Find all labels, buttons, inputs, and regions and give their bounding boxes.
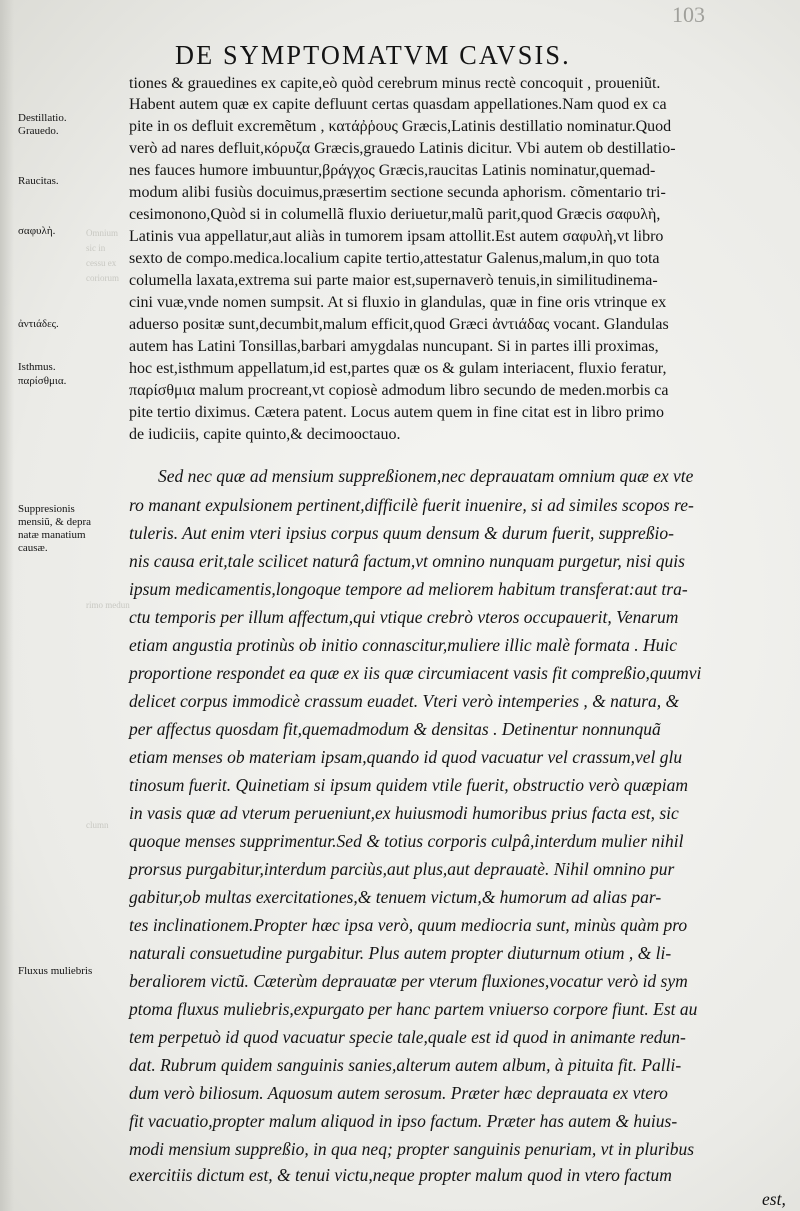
text-line: delicet corpus immodicè crassum euadet. Vteri verò intemperies , & natura, & <box>129 691 680 711</box>
text-line: etiam menses ob materiam ipsam,quando id quod vacuatur vel crassum,vel glu <box>129 747 683 767</box>
text-line: proportione respondet ea quæ ex iis quæ circumiacent vasis fit compreßio,quumvi <box>129 663 702 683</box>
text-line: quoque menses supprimentur.Sed & totius corporis culpâ,interdum mulier nihil <box>129 831 684 851</box>
text-line: ptoma fluxus muliebris,expurgato per hanc partem vniuerso corpore fiunt. Est au <box>129 999 698 1019</box>
show-through-text: cessu ex <box>86 258 117 268</box>
text-line: tes inclinationem.Propter hæc ipsa verò, quum mediocria sunt, minùs quàm pro <box>129 915 688 935</box>
text-line: pite tertio diximus. Cætera patent. Locus autem quem in fine citat est in libro primo <box>129 404 664 421</box>
text-line: fit vacuatio,propter malum aliquod in ipso factum. Præter has autem & huius- <box>129 1111 678 1131</box>
text-line: hoc est,isthmum appellatum,id est,partes quæ os & gulam interiacent, fluxio feratur, <box>129 360 667 377</box>
page-number: 103 <box>672 2 705 27</box>
margin-note: Destillatio. <box>18 112 67 124</box>
margin-note: Raucitas. <box>18 175 59 187</box>
text-line: ctu temporis per illum affectum,qui vtique crebrò vteros occupauerit, Venarum <box>129 607 679 627</box>
text-line: in vasis quæ ad vterum perueniunt,ex huiusmodi humoribus prius facta est, sic <box>129 803 679 823</box>
show-through-text: Omnium <box>86 228 119 238</box>
text-line: est, <box>762 1189 786 1209</box>
margin-note: Suppresionis <box>18 503 75 515</box>
text-line: modum alibi fusiùs docuimus,præsertim sectione secunda aphorism. cõmentario tri- <box>129 184 666 201</box>
text-line: cesimonono,Quòd si in columellã fluxio deriuetur,malũ parit,quod Græcis σαφυλὴ, <box>129 206 661 223</box>
text-line: tinosum fuerit. Quinetiam si ipsum quidem vtile fuerit, obstructio verò quæpiam <box>129 775 688 795</box>
text-line: pite in os defluit excremẽtum , κατάῤῥους Græcis,Latinis destillatio nominatur.Quod <box>129 118 672 135</box>
text-line: aduerso positæ sunt,decumbit,malum efficit,quod Græci ἀντιάδας vocant. Glandulas <box>129 316 669 333</box>
text-line: beraliorem victũ. Cæterùm deprauatæ per vterum fluxiones,vocatur verò id sym <box>129 971 688 991</box>
text-line: Habent autem quæ ex capite defluunt certas quasdam appellationes.Nam quod ex ca <box>129 96 667 113</box>
text-line: nis causa erit,tale scilicet naturâ factum,vt omnino nunquam purgetur, nisi quis <box>129 551 685 571</box>
text-line: sexto de compo.medica.localium capite tertio,attestatur Galenus,malum,in quo tota <box>129 250 660 267</box>
text-line: gabitur,ob multas exercitationes,& tenuem victum,& humorum ad alias par- <box>129 887 662 907</box>
show-through-text: coriorum <box>86 273 119 283</box>
text-line: ro manant expulsionem pertinent,difficilè fuerit inuenire, si ad similes scopos re- <box>129 495 694 515</box>
margin-note: causæ. <box>18 542 48 554</box>
show-through-text: sic in <box>86 243 106 253</box>
text-line: naturali consuetudine purgabitur. Plus autem propter diuturnum otium , & li- <box>129 943 672 963</box>
margin-note: παρίσθμια. <box>18 375 67 387</box>
text-line: de iudiciis, capite quinto,& decimooctauo. <box>129 426 401 443</box>
text-line: prorsus purgabitur,interdum parciùs,aut plus,aut deprauatè. Nihil omnino pur <box>129 859 675 879</box>
text-line: tuleris. Aut enim vteri ipsius corpus quum densum & durum fuerit, suppreßio- <box>129 523 674 543</box>
margin-note: Isthmus. <box>18 361 56 373</box>
text-line: columella laxata,extrema sui parte maior est,supernaverò tenuis,in similitudinema- <box>129 272 658 289</box>
running-header: DE SYMPTOMATVM CAVSIS. <box>175 40 571 70</box>
text-line: modi mensium suppreßio, in qua neq; propter sanguinis penuriam, vt in pluribus <box>129 1139 695 1159</box>
margin-note: mensiũ, & depra <box>18 516 92 528</box>
text-line: tem perpetuò id quod vacuatur specie tale,quale est id quod in animante redun- <box>129 1027 686 1047</box>
text-line: ipsum medicamentis,longoque tempore ad meliorem habitum transferat:aut tra- <box>129 579 688 599</box>
text-line: exercitiis dictum est, & tenui victu,neque propter malum quod in vtero factum <box>129 1165 672 1185</box>
text-line: tiones & grauedines ex capite,eò quòd cerebrum minus rectè concoquit , proueniũt. <box>129 75 661 92</box>
margin-note: ἀντιάδες. <box>18 318 59 330</box>
text-line: Sed nec quæ ad mensium suppreßionem,nec deprauatam omnium quæ ex vte <box>158 466 694 486</box>
page-gutter-shadow <box>0 0 14 1211</box>
margin-note: natæ manatium <box>18 529 86 541</box>
text-line: verò ad nares defluit,κόρυζα Græcis,grauedo Latinis dicitur. Vbi autem ob destillatio- <box>129 140 676 157</box>
text-line: per affectus quosdam fit,quemadmodum & densitas . Detinentur nonnunquã <box>129 719 661 739</box>
margin-note: Grauedo. <box>18 125 59 137</box>
text-line: παρίσθμια malum procreant,vt copiosè admodum libro secundo de meden.morbis ca <box>129 382 669 399</box>
text-line: nes fauces humore imbuuntur,βράγχος Græcis,raucitas Latinis nominatur,quemad- <box>129 162 656 179</box>
show-through-text: rimo medun <box>86 600 130 610</box>
text-line: autem has Latini Tonsillas,barbari amygdalas nuncupant. Si in partes illi proximas, <box>129 338 659 355</box>
margin-note: σαφυλὴ. <box>18 225 56 237</box>
text-line: Latinis vua appellatur,aut aliàs in tumorem ipsam attollit.Est autem σαφυλὴ,vt libro <box>129 228 664 245</box>
show-through-text: clumn <box>86 820 109 830</box>
text-line: cini vuæ,vnde nomen sumpsit. At si fluxio in glandulas, quæ in fine oris vtrinque ex <box>129 294 667 311</box>
text-line: etiam angustia protinùs ob initio connascitur,muliere illic malè formata . Huic <box>129 635 677 655</box>
text-line: dum verò biliosum. Aquosum autem serosum. Præter hæc deprauata ex vtero <box>129 1083 668 1103</box>
margin-note: Fluxus muliebris <box>18 965 93 977</box>
text-line: dat. Rubrum quidem sanguinis sanies,alterum autem album, à pituita fit. Palli- <box>129 1055 682 1075</box>
